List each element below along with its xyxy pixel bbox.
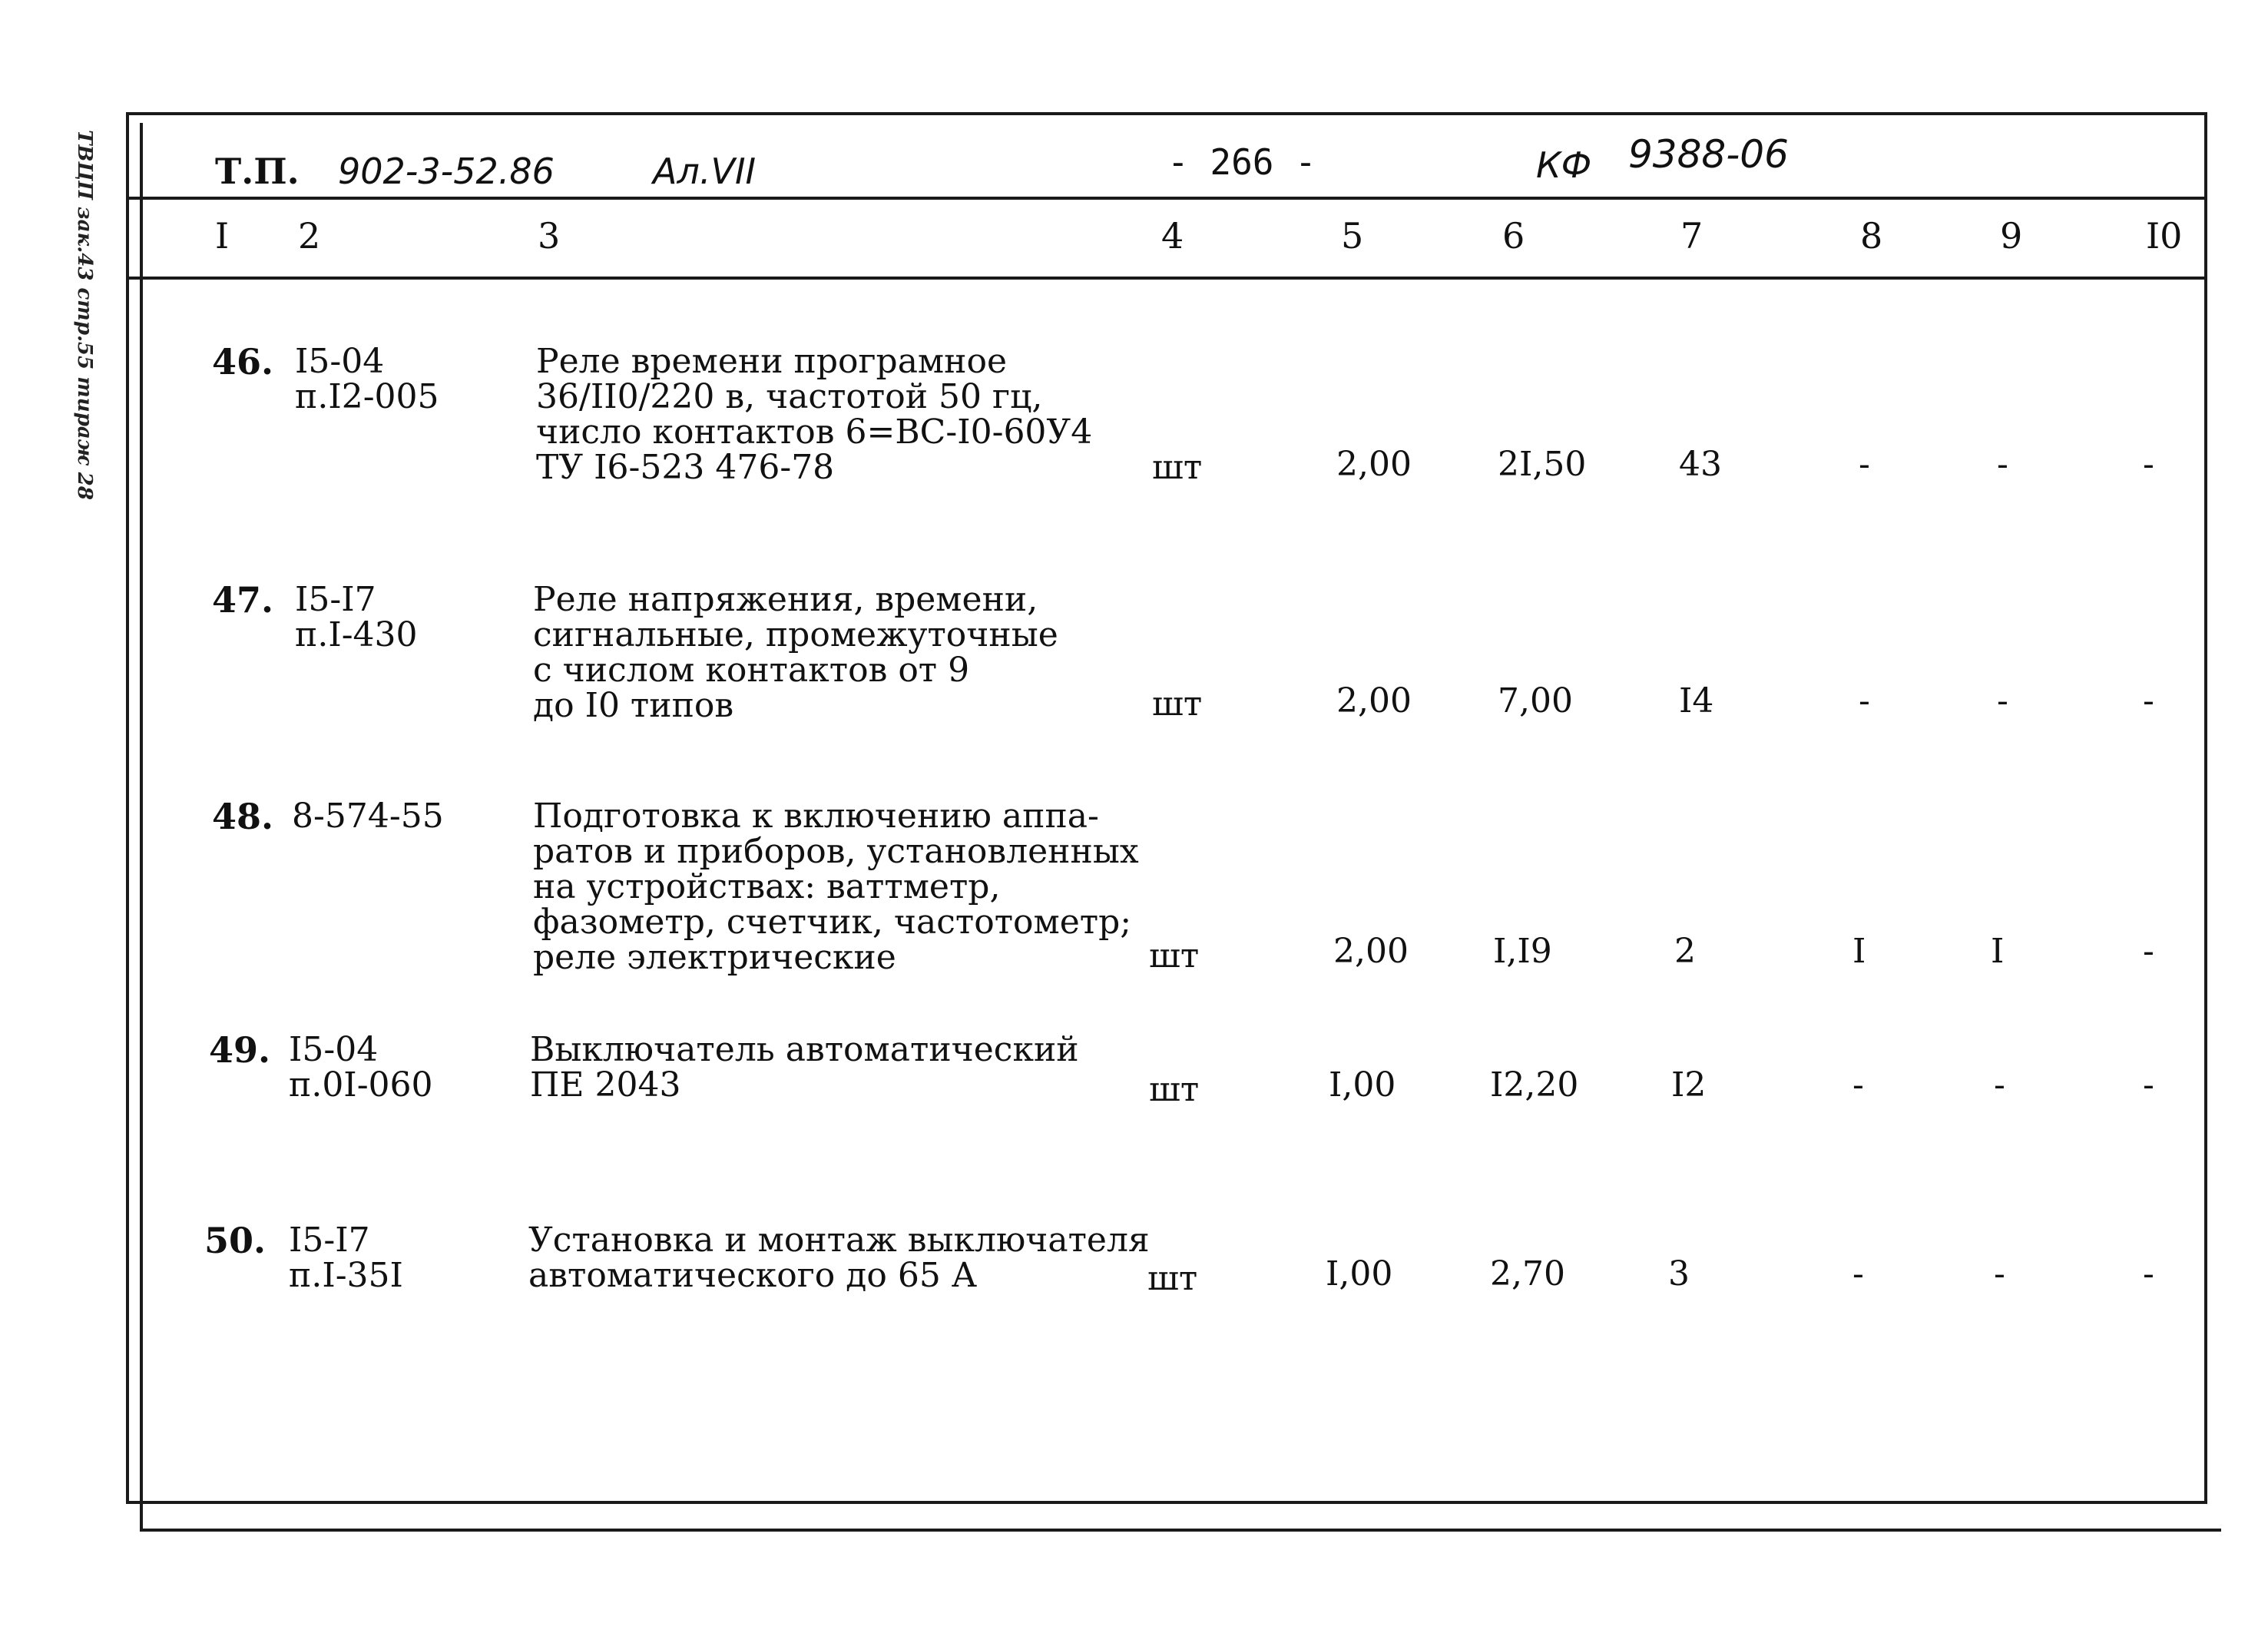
col10-value: - [2143, 1065, 2154, 1105]
row-number: 49. [209, 1029, 271, 1071]
row-code [289, 1032, 433, 1103]
project-code: 902-3-52.86 [338, 151, 555, 192]
col9-value: - [1997, 445, 2008, 484]
unit-price: 2I,50 [1498, 445, 1587, 484]
col10-value: - [2143, 681, 2154, 720]
col9-value: - [1994, 1065, 2005, 1105]
unit-price: 7,00 [1498, 681, 1573, 720]
column-number: I [215, 215, 230, 257]
code-line: I5-I7 [289, 1221, 370, 1260]
quantity: 2,00 [1336, 681, 1412, 720]
description-line: Реле напряжения, времени, [533, 580, 1038, 619]
row-description [530, 1032, 1079, 1103]
total: I2 [1671, 1065, 1707, 1105]
description-line: Выключатель автоматический [530, 1030, 1079, 1069]
col8-value: - [1852, 1065, 1864, 1105]
col8-value: - [1859, 681, 1870, 720]
page-number: - 266 - [1167, 141, 1316, 183]
row-number: 47. [212, 579, 274, 621]
code-line: 8-574-55 [292, 797, 444, 836]
margin-stamp [61, 115, 108, 515]
unit: шт [1152, 684, 1203, 724]
code-line: I5-04 [295, 342, 385, 381]
unit: шт [1147, 1259, 1198, 1298]
column-number: 9 [2000, 215, 2023, 257]
quantity: 2,00 [1336, 445, 1412, 484]
unit: шт [1152, 448, 1203, 487]
row-description [536, 344, 1092, 485]
row-code [295, 582, 418, 653]
unit-price: I,I9 [1493, 932, 1552, 971]
description-line: ТУ I6-523 476-78 [536, 448, 835, 487]
column-number: 4 [1161, 215, 1184, 257]
row-description [528, 1223, 1150, 1293]
row-description [533, 799, 1139, 975]
row-code [292, 799, 444, 834]
unit-price: I2,20 [1490, 1065, 1579, 1105]
code-line: I5-04 [289, 1030, 379, 1069]
column-number: 3 [538, 215, 561, 257]
code-line: п.I-430 [295, 615, 418, 654]
description-line: фазометр, счетчик, частотометр; [533, 903, 1132, 942]
description-line: Реле времени програмное [536, 342, 1008, 381]
quantity: I,00 [1326, 1254, 1393, 1293]
description-line: с числом контактов от 9 [533, 651, 970, 690]
row-code [289, 1223, 403, 1293]
description-line: ПЕ 2043 [530, 1065, 681, 1105]
description-line: на устройствах: ваттметр, [533, 867, 1001, 906]
total: 3 [1668, 1254, 1690, 1293]
margin-stamp-text: ТВЦП зак.43 стр.55 тираж 28 [73, 130, 96, 500]
row-number: 50. [204, 1220, 267, 1261]
col8-value: I [1852, 932, 1866, 971]
description-line: Подготовка к включению аппа- [533, 797, 1099, 836]
unit-price: 2,70 [1490, 1254, 1565, 1293]
code-line: I5-I7 [295, 580, 376, 619]
column-number: 5 [1341, 215, 1364, 257]
column-number: I0 [2146, 215, 2183, 257]
description-line: Установка и монтаж выключателя [528, 1221, 1150, 1260]
code-prefix: КФ [1536, 144, 1592, 186]
album-number: Ал.VII [653, 151, 757, 192]
total: 2 [1674, 932, 1696, 971]
quantity: I,00 [1329, 1065, 1396, 1105]
row-number: 48. [212, 796, 274, 837]
header-divider [126, 197, 2207, 200]
description-line: 36/II0/220 в, частотой 50 гц, [536, 377, 1043, 416]
unit: шт [1149, 1070, 1200, 1109]
total: 43 [1679, 445, 1722, 484]
code-line: п.I2-005 [295, 377, 439, 416]
row-description [533, 582, 1058, 724]
column-number: 7 [1680, 215, 1703, 257]
col10-value: - [2143, 445, 2154, 484]
code-line: п.I-35I [289, 1256, 403, 1295]
column-header-divider [126, 277, 2207, 280]
row-number: 46. [212, 341, 274, 383]
col8-value: - [1852, 1254, 1864, 1293]
col10-value: - [2143, 932, 2154, 971]
description-line: автоматического до 65 А [528, 1256, 978, 1295]
column-number: 8 [1860, 215, 1883, 257]
col9-value: I [1991, 932, 2005, 971]
column-number: 2 [298, 215, 321, 257]
column-number: 6 [1502, 215, 1525, 257]
col8-value: - [1859, 445, 1870, 484]
row-code [295, 344, 439, 415]
description-line: до I0 типов [533, 686, 734, 725]
description-line: реле электрические [533, 938, 896, 977]
tp-label: Т.П. [215, 151, 300, 192]
col9-value: - [1997, 681, 2008, 720]
description-line: ратов и приборов, установленных [533, 832, 1139, 871]
col9-value: - [1994, 1254, 2005, 1293]
description-line: сигнальные, промежуточные [533, 615, 1058, 654]
unit: шт [1149, 936, 1200, 975]
col10-value: - [2143, 1254, 2154, 1293]
description-line: число контактов 6=ВС-I0-60У4 [536, 412, 1093, 452]
total: I4 [1679, 681, 1714, 720]
quantity: 2,00 [1333, 932, 1409, 971]
code-line: п.0I-060 [289, 1065, 433, 1105]
document-code: 9388-06 [1628, 132, 1789, 177]
